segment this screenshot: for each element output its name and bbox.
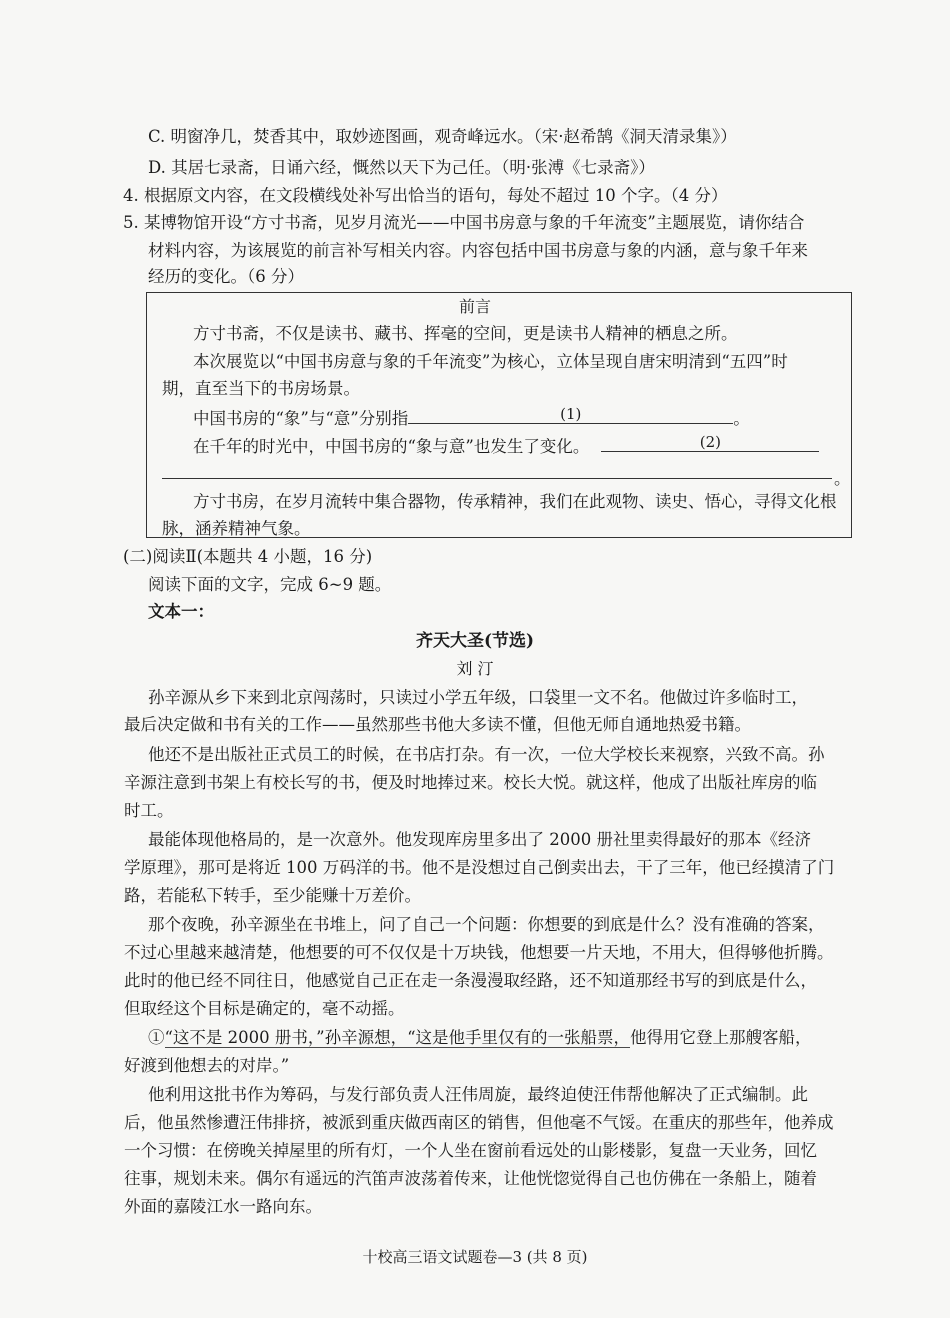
preface-p5b: 脉，涵养精神气象。 xyxy=(162,519,311,538)
preface-p4-line xyxy=(193,433,819,458)
article-p5b: 他得用它登上那艘客船， xyxy=(630,1028,812,1047)
article-p3c: 路，若能私下转手，至少能赚十万差价。 xyxy=(124,886,421,905)
option-c: C. 明窗净几，焚香其中，取妙迹图画，观奇峰远水。（宋·赵希鹄《洞天清录集》） xyxy=(148,127,737,146)
question-5-line3: 经历的变化。（6 分） xyxy=(148,267,304,286)
article-p1b: 最后决定做和书有关的工作——虽然那些书他大多读不懂，但他无师自通地热爱书籍。 xyxy=(124,715,751,734)
article-p2c: 时工。 xyxy=(124,801,174,820)
blank-2-label: (2) xyxy=(699,433,721,451)
article-p5-line xyxy=(148,1027,812,1049)
article-p3a: 最能体现他格局的，是一次意外。他发现库房里多出了 2000 册社里卖得最好的那本《经济 xyxy=(148,830,811,849)
article-p4a: 那个夜晚，孙辛源坐在书堆上，问了自己一个问题：你想要的到底是什么？没有准确的答案， xyxy=(148,915,825,934)
preface-p3: 中国书房的“象”与“意”分别指 xyxy=(193,409,409,428)
article-author: 刘 汀 xyxy=(456,659,494,678)
preface-p2a: 本次展览以“中国书房意与象的千年流变”为核心，立体呈现自唐宋明清到“五四”时 xyxy=(193,352,788,371)
section-2-heading: (二)阅读Ⅱ(本题共 4 小题，16 分) xyxy=(123,547,373,566)
article-p6a: 他利用这批书作为筹码，与发行部负责人汪伟周旋，最终迫使汪伟帮他解决了正式编制。此 xyxy=(148,1085,808,1104)
answer-blank-2[interactable] xyxy=(601,433,819,452)
article-p4c: 此时的他已经不同往日，他感觉自己正在走一条漫漫取经路，还不知道那经书写的到底是什么， xyxy=(124,971,817,990)
article-p6e: 外面的嘉陵江水一路向东。 xyxy=(124,1197,322,1216)
question-5-line1: 5. 某博物馆开设“方寸书斋，见岁月流光——中国书房意与象的千年流变”主题展览，请你结合 xyxy=(123,213,805,232)
article-p5c: 好渡到他想去的对岸。” xyxy=(124,1056,290,1075)
option-d: D. 其居七录斋，日诵六经，慨然以天下为己任。（明·张溥《七录斋》） xyxy=(148,158,655,177)
section-2-instruction: 阅读下面的文字，完成 6~9 题。 xyxy=(148,575,392,594)
article-p2b: 辛源注意到书架上有校长写的书，便及时地捧过来。校长大悦。就这样，他成了出版社库房的临 xyxy=(124,773,817,792)
article-p6d: 往事，规划未来。偶尔有遥远的汽笛声波荡着传来，让他恍惚觉得自己也仿佛在一条船上，随着 xyxy=(124,1169,817,1188)
preface-p2b: 期，直至当下的书房场景。 xyxy=(162,379,360,398)
article-title: 齐天大圣(节选) xyxy=(415,631,535,651)
article-p4d: 但取经这个目标是确定的，毫不动摇。 xyxy=(124,999,405,1018)
preface-title: 前言 xyxy=(458,297,491,316)
question-5-line2: 材料内容，为该展览的前言补写相关内容。内容包括中国书房意与象的内涵，意与象千年来 xyxy=(148,241,808,260)
preface-p3-end: 。 xyxy=(733,409,750,428)
handwritten-mark-1: ① xyxy=(148,1028,165,1047)
preface-p5a: 方寸书房，在岁月流转中集合器物，传承精神，我们在此观物、读史、悟心，寻得文化根 xyxy=(193,492,837,511)
preface-p1: 方寸书斋，不仅是读书、藏书、挥毫的空间，更是读书人精神的栖息之所。 xyxy=(193,324,738,343)
page-footer: 十校高三语文试题卷—3 (共 8 页) xyxy=(362,1248,588,1266)
article-p1a: 孙辛源从乡下来到北京闯荡时，只读过小学五年级，口袋里一文不名。他做过许多临时工， xyxy=(148,688,808,707)
article-p6c: 一个习惯：在傍晚关掉屋里的所有灯，一个人坐在窗前看远处的山影楼影，复盘一天业务，回忆 xyxy=(124,1141,817,1160)
article-p2a: 他还不是出版社正式员工的时候，在书店打杂。有一次，一位大学校长来视察，兴致不高。孙 xyxy=(148,745,825,764)
question-4: 4. 根据原文内容，在文段横线处补写出恰当的语句，每处不超过 10 个字。（4 分） xyxy=(123,186,728,205)
preface-p3-line xyxy=(193,405,750,430)
preface-p4-end: 。 xyxy=(834,469,851,488)
article-p6b: 后，他虽然惨遭汪伟排挤，被派到重庆做西南区的销售，但他毫不气馁。在重庆的那些年，他养成 xyxy=(124,1113,834,1132)
article-p4b: 不过心里越来越清楚，他想要的可不仅仅是十万块钱，他想要一片天地，不用大，但得够他折腾。 xyxy=(124,943,834,962)
blank-1-label: (1) xyxy=(560,405,582,423)
article-p3b: 学原理》，那可是将近 100 万码洋的书。他不是没想过自己倒卖出去，干了三年，他已经摸清了门 xyxy=(124,858,835,877)
answer-blank-2-continued[interactable] xyxy=(162,478,832,479)
answer-blank-1[interactable] xyxy=(408,405,733,424)
preface-p4: 在千年的时光中，中国书房的“象与意”也发生了变化。 xyxy=(193,437,590,456)
article-p5a: “这不是 2000 册书，”孙辛源想，“这是他手里仅有的一张船票， xyxy=(164,1028,631,1047)
text-one-label: 文本一： xyxy=(148,602,214,621)
